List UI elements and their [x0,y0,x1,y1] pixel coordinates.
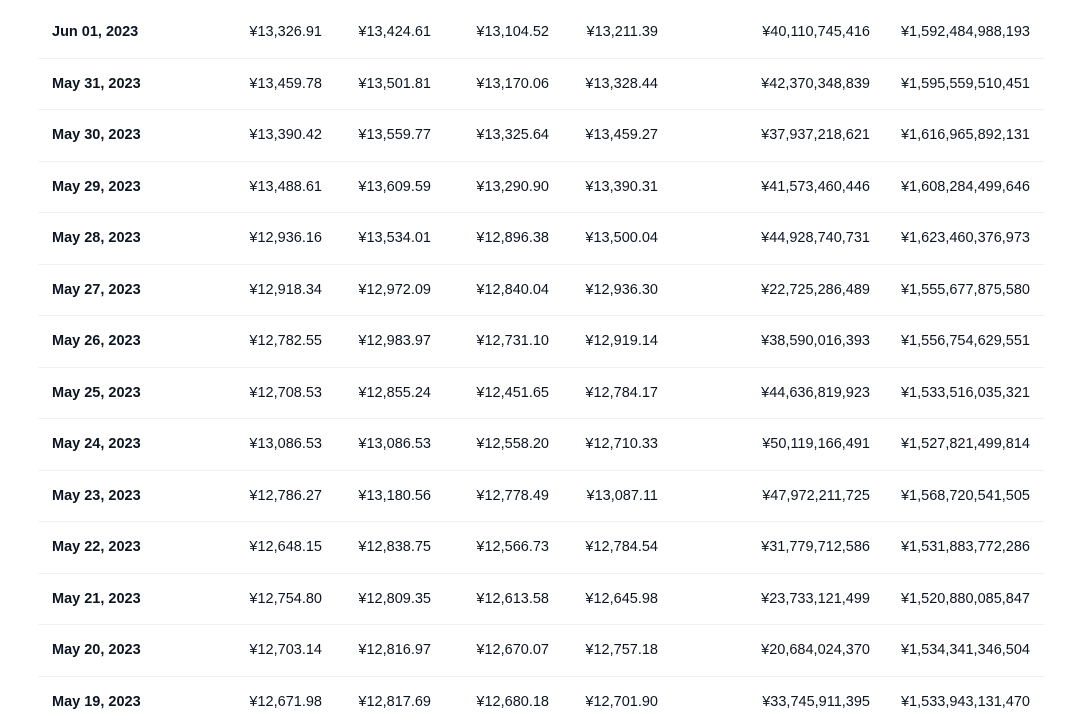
close-cell: ¥13,328.44 [585,75,658,92]
date-cell: May 26, 2023 [52,333,141,349]
market-cap-cell: ¥1,592,484,988,193 [900,24,1030,40]
high-cell: ¥12,817.69 [358,693,431,710]
market-cap-cell: ¥1,533,943,131,470 [900,693,1030,710]
volume-cell: ¥22,725,286,489 [761,281,870,298]
volume-cell: ¥40,110,745,416 [762,24,870,40]
volume-cell: ¥44,636,819,923 [761,384,870,401]
close-cell: ¥12,936.30 [585,281,658,298]
high-cell: ¥13,559.77 [358,127,431,143]
open-cell: ¥12,708.53 [249,384,322,401]
low-cell: ¥12,558.20 [476,436,549,452]
high-cell: ¥13,609.59 [358,178,431,195]
low-cell: ¥12,670.07 [476,642,549,658]
close-cell: ¥12,784.17 [585,384,658,401]
close-cell: ¥13,500.04 [585,230,658,246]
date-cell: May 29, 2023 [52,178,141,195]
date-cell: May 19, 2023 [52,693,141,710]
open-cell: ¥13,086.53 [249,436,322,452]
low-cell: ¥13,325.64 [476,127,549,143]
table-row [38,677,1044,720]
table-row [38,419,1044,471]
table-row [38,162,1044,214]
low-cell: ¥12,680.18 [476,693,549,710]
date-cell: May 22, 2023 [52,539,141,555]
date-cell: May 24, 2023 [52,436,141,452]
date-cell: Jun 01, 2023 [52,24,139,40]
date-cell: May 28, 2023 [52,230,141,246]
volume-cell: ¥38,590,016,393 [761,333,870,349]
close-cell: ¥13,459.27 [585,127,658,143]
low-cell: ¥12,778.49 [476,487,549,504]
close-cell: ¥12,701.90 [585,693,658,710]
historical-data-table [38,7,1044,720]
market-cap-cell: ¥1,531,883,772,286 [900,539,1030,555]
high-cell: ¥13,501.81 [358,75,431,92]
table-row [38,368,1044,420]
close-cell: ¥12,784.54 [585,539,658,555]
market-cap-cell: ¥1,623,460,376,973 [900,230,1030,246]
date-cell: May 30, 2023 [52,127,141,143]
market-cap-cell: ¥1,520,880,085,847 [900,590,1030,607]
low-cell: ¥12,896.38 [476,230,549,246]
open-cell: ¥12,754.80 [249,590,322,607]
high-cell: ¥12,809.35 [358,590,431,607]
high-cell: ¥13,424.61 [358,24,431,40]
table-row [38,522,1044,574]
volume-cell: ¥33,745,911,395 [762,693,870,710]
table-row [38,110,1044,162]
market-cap-cell: ¥1,568,720,541,505 [900,487,1030,504]
high-cell: ¥13,086.53 [358,436,431,452]
table-row [38,574,1044,626]
open-cell: ¥12,648.15 [249,539,322,555]
open-cell: ¥12,918.34 [249,281,322,298]
close-cell: ¥12,919.14 [585,333,658,349]
volume-cell: ¥23,733,121,499 [761,590,870,607]
close-cell: ¥13,211.39 [586,24,658,40]
high-cell: ¥12,816.97 [358,642,431,658]
market-cap-cell: ¥1,595,559,510,451 [900,75,1030,92]
low-cell: ¥12,566.73 [476,539,549,555]
low-cell: ¥13,170.06 [476,75,549,92]
high-cell: ¥13,534.01 [358,230,431,246]
close-cell: ¥13,087.11 [586,487,658,504]
market-cap-cell: ¥1,533,516,035,321 [900,384,1030,401]
date-cell: May 21, 2023 [52,590,141,607]
market-cap-cell: ¥1,534,341,346,504 [900,642,1030,658]
high-cell: ¥12,983.97 [358,333,431,349]
open-cell: ¥12,671.98 [249,693,322,710]
volume-cell: ¥37,937,218,621 [761,127,870,143]
volume-cell: ¥41,573,460,446 [761,178,870,195]
low-cell: ¥13,290.90 [476,178,549,195]
volume-cell: ¥42,370,348,839 [761,75,870,92]
volume-cell: ¥20,684,024,370 [761,642,870,658]
date-cell: May 31, 2023 [52,75,141,92]
high-cell: ¥12,855.24 [358,384,431,401]
open-cell: ¥13,390.42 [249,127,322,143]
close-cell: ¥12,710.33 [585,436,658,452]
table-row [38,7,1044,59]
table-row [38,265,1044,317]
table-row [38,471,1044,523]
table-row [38,316,1044,368]
open-cell: ¥12,703.14 [249,642,322,658]
close-cell: ¥12,757.18 [585,642,658,658]
table-row [38,59,1044,111]
market-cap-cell: ¥1,527,821,499,814 [900,436,1030,452]
close-cell: ¥13,390.31 [585,178,658,195]
open-cell: ¥13,459.78 [249,75,322,92]
high-cell: ¥12,838.75 [358,539,431,555]
date-cell: May 20, 2023 [52,642,141,658]
close-cell: ¥12,645.98 [585,590,658,607]
market-cap-cell: ¥1,608,284,499,646 [900,178,1030,195]
high-cell: ¥12,972.09 [358,281,431,298]
table-row [38,213,1044,265]
open-cell: ¥13,488.61 [249,178,322,195]
date-cell: May 25, 2023 [52,384,141,401]
low-cell: ¥12,613.58 [476,590,549,607]
volume-cell: ¥47,972,211,725 [762,487,870,504]
volume-cell: ¥44,928,740,731 [761,230,870,246]
open-cell: ¥12,782.55 [249,333,322,349]
low-cell: ¥13,104.52 [476,24,549,40]
market-cap-cell: ¥1,616,965,892,131 [900,127,1030,143]
date-cell: May 27, 2023 [52,281,141,298]
low-cell: ¥12,840.04 [476,281,549,298]
open-cell: ¥12,786.27 [249,487,322,504]
table-row [38,625,1044,677]
open-cell: ¥12,936.16 [249,230,322,246]
high-cell: ¥13,180.56 [358,487,431,504]
market-cap-cell: ¥1,556,754,629,551 [900,333,1030,349]
volume-cell: ¥31,779,712,586 [761,539,870,555]
market-cap-cell: ¥1,555,677,875,580 [900,281,1030,298]
date-cell: May 23, 2023 [52,487,141,504]
volume-cell: ¥50,119,166,491 [762,436,870,452]
low-cell: ¥12,451.65 [476,384,549,401]
low-cell: ¥12,731.10 [476,333,549,349]
open-cell: ¥13,326.91 [249,24,322,40]
